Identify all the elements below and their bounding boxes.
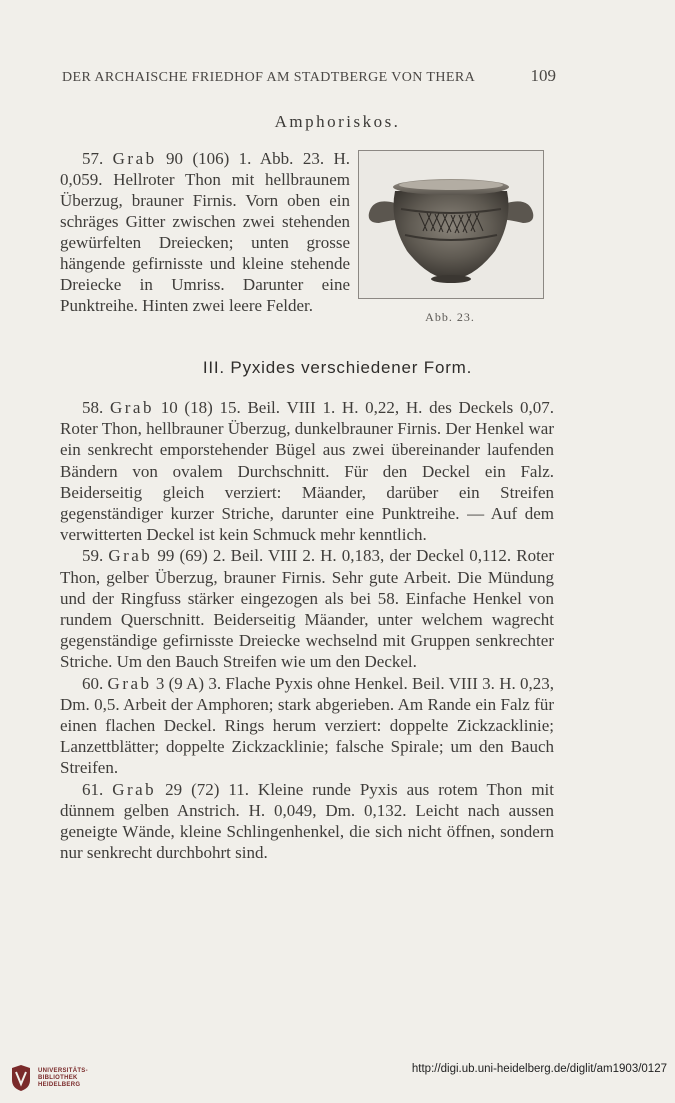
entry-body: 99 (69) 2. Beil. VIII 2. H. 0,183, der Deckel 0,112. Roter Thon, gelber Überzug, brauner Firnis. Sehr gute Arbeit. Die Mündung und der Ringfuss stärker eingezogen als bei 58. Einfache Henkel von rundem Querschnitt. Beiderseitig Mäander, unter welchem wagrecht gegenständige gefirnisste Dreiecke wechselnd mit Gruppen senkrechter Striche. Um den Bauch Streifen wie um den Deckel. (60, 546, 555, 672)
catalog-entries (60, 397, 554, 863)
entry-number: 59. (82, 546, 104, 566)
entry-57-text (60, 148, 350, 316)
grab-label: Grab (107, 673, 152, 693)
entry-57 (60, 148, 350, 316)
grab-label: Grab (112, 149, 157, 168)
logo-line: BIBLIOTHEK (38, 1074, 78, 1081)
logo-text (38, 1068, 88, 1089)
entry-body: 3 (9 A) 3. Flache Pyxis ohne Henkel. Beil. VIII 3. H. 0,23, Dm. 0,5. Arbeit der Amphoren; stark abgerieben. Am Rande ein Falz für einen flachen Deckel. Rings herum verziert: doppelte Zickzacklinie; Lanzettblätter; doppelte Zickzacklinie; falsche Spirale; um den Bauch Streifen. (60, 673, 555, 778)
grab-label: Grab (112, 779, 157, 799)
figure-caption: Abb. 23. (425, 310, 475, 324)
running-header (62, 66, 556, 86)
entry-59 (60, 545, 554, 672)
entry-body: 10 (18) 15. Beil. VIII 1. H. 0,22, H. des Deckels 0,07. Roter Thon, hellbrauner Überzug, dunkelbrauner Firnis. Der Henkel war ein senkrecht emporstehender Bügel aus zwei übereinander laufenden Bändern von ovalem Durchschnitt. Für den Deckel ein Falz. Beiderseitig gleich verziert: Mäander, darüber ein Streifen gegenständiger kurzer Striche, darunter eine Punktreihe. — Auf dem verwitterten Deckel ist kein Schmuck mehr kenntlich. (60, 398, 555, 545)
logo-line: UNIVERSITÄTS- (38, 1067, 88, 1074)
grab-label: Grab (108, 546, 153, 566)
amphoriskos-image (359, 151, 543, 298)
entry-60 (60, 673, 554, 779)
entry-body: 29 (72) 11. Kleine runde Pyxis aus rotem Thon mit dünnem gelben Anstrich. H. 0,049, Dm. 0,132. Leicht nach aussen geneigte Wände, kleine Schlingenhenkel, die sich nicht öffnen, sondern nur senkrecht durchbohrt sind. (60, 779, 554, 863)
entry-number: 61. (82, 779, 104, 799)
logo-line: HEIDELBERG (38, 1081, 81, 1088)
entry-number: 60. (82, 673, 104, 693)
figure-amphoriskos (358, 150, 544, 299)
entry-58 (60, 397, 554, 545)
section-title: Amphoriskos. (274, 112, 401, 131)
entry-body: 90 (106) 1. Abb. 23. H. 0,059. Hellroter Thon mit hellbraunem Überzug, brauner Firnis. Vorn oben ein schräges Gitter zwischen zwei stehenden gewürfelten Dreiecken; unten grosse hängende gefirnisste und kleine stehende Dreiecke in Umriss. Darunter eine Punktreihe. Hinten zwei leere Felder. (60, 149, 350, 315)
entry-61 (60, 779, 554, 864)
running-title: DER ARCHAISCHE FRIEDHOF AM STADTBERGE VON THERA (62, 70, 476, 85)
entry-number: 58. (82, 398, 104, 417)
entry-number: 57. (82, 149, 104, 168)
page-number: 109 (530, 66, 556, 85)
source-url-link[interactable]: http://digi.ub.uni-heidelberg.de/diglit/am1903/0127 (411, 1063, 667, 1075)
grab-label: Grab (109, 398, 154, 417)
library-seal-icon (10, 1064, 32, 1092)
library-logo[interactable] (10, 1064, 88, 1092)
section-heading-iii: III. Pyxides verschiedener Form. (202, 358, 473, 377)
